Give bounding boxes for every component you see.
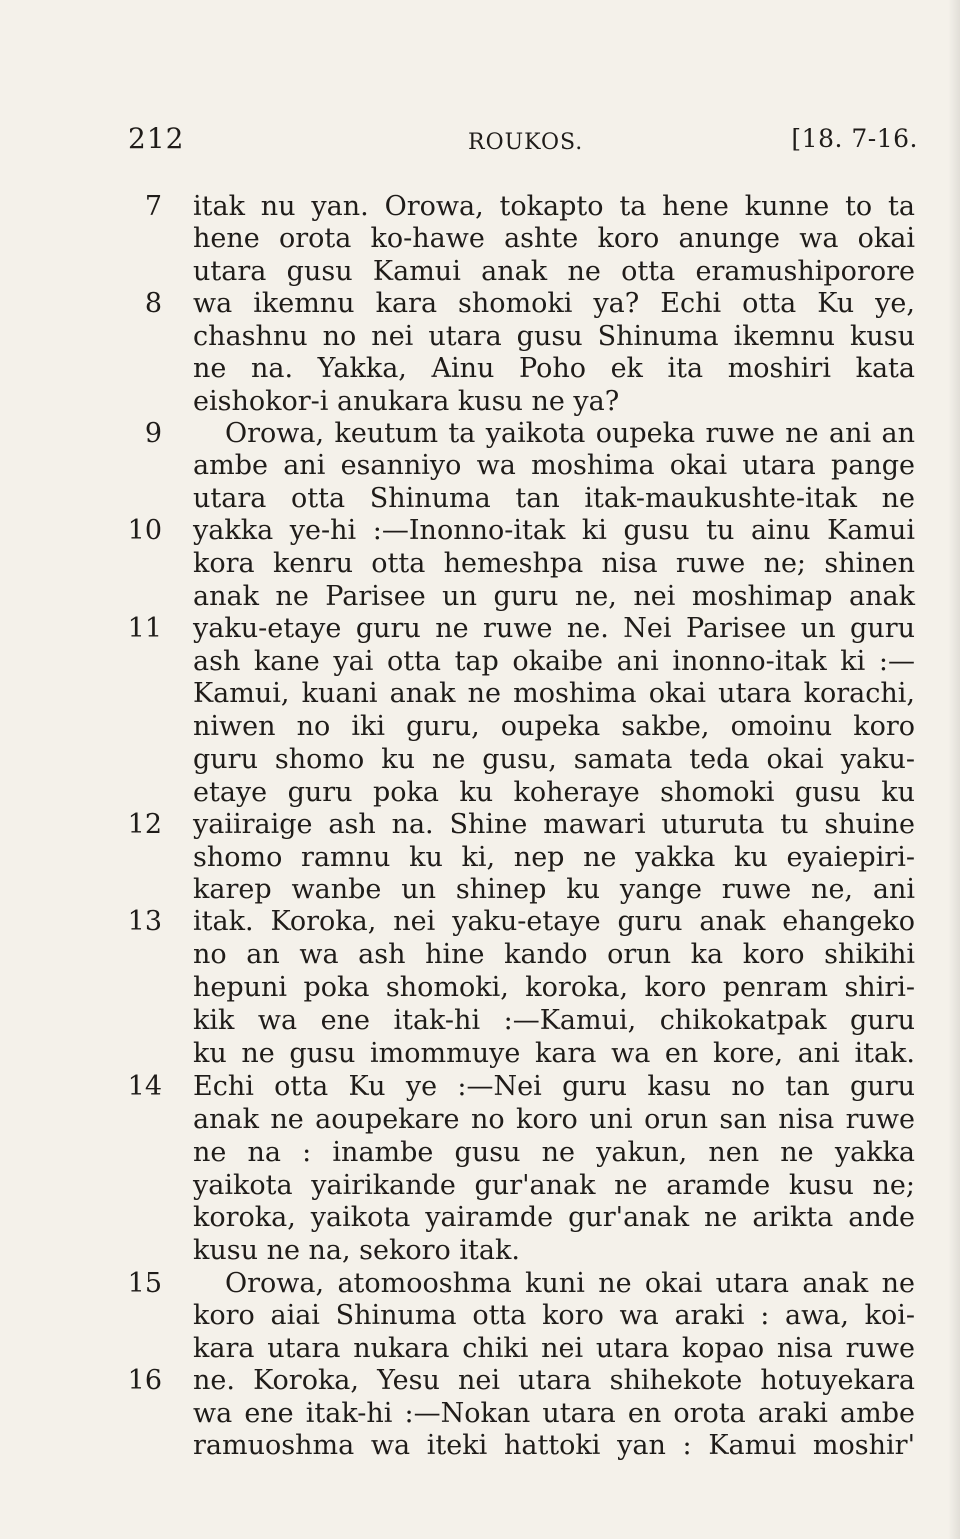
page-edge-shadow bbox=[948, 0, 960, 1539]
text-line: etaye guru poka ku koheraye shomoki gusu ku bbox=[193, 777, 915, 808]
text-line: guru shomo ku ne gusu, samata teda okai yaku- bbox=[193, 744, 915, 775]
text-line: Kamui, kuani anak ne moshima okai utara korachi, bbox=[193, 678, 915, 709]
verse-number-10: 10 bbox=[127, 515, 162, 546]
running-head bbox=[128, 122, 918, 162]
verse-number-11: 11 bbox=[127, 613, 162, 644]
verse-number-12: 12 bbox=[127, 809, 162, 840]
text-line: wa ikemnu kara shomoki ya? Echi otta Ku ye, bbox=[193, 288, 915, 319]
text-line: ne na. Yakka, Ainu Poho ek ita moshiri kata bbox=[193, 353, 915, 384]
text-line: shomo ramnu ku ki, nep ne yakka ku eyaiepiri- bbox=[193, 842, 915, 873]
text-line: Echi otta Ku ye :—Nei guru kasu no tan guru bbox=[193, 1071, 915, 1102]
text-line: Orowa, keutum ta yaikota oupeka ruwe ne ani an bbox=[225, 418, 915, 449]
text-line: hene orota ko-hawe ashte koro anunge wa okai bbox=[193, 223, 915, 254]
text-line: itak. Koroka, nei yaku-etaye guru anak ehangeko bbox=[193, 906, 915, 937]
text-line: koro aiai Shinuma otta koro wa araki : awa, koi- bbox=[193, 1300, 915, 1331]
text-line: niwen no iki guru, oupeka sakbe, omoinu koro bbox=[193, 711, 915, 742]
text-line: kora kenru otta hemeshpa nisa ruwe ne; shinen bbox=[193, 548, 915, 579]
text-line: chashnu no nei utara gusu Shinuma ikemnu kusu bbox=[193, 321, 915, 352]
text-line: anak ne Parisee un guru ne, nei moshimap anak bbox=[193, 581, 915, 612]
text-line: utara gusu Kamui anak ne otta eramushiporore bbox=[193, 256, 915, 287]
verse-number-16: 16 bbox=[127, 1365, 162, 1396]
text-line: Orowa, atomooshma kuni ne okai utara anak ne bbox=[225, 1268, 915, 1299]
page-number: 212 bbox=[128, 122, 185, 155]
text-line: utara otta Shinuma tan itak-maukushte-itak ne bbox=[193, 483, 915, 514]
text-line: ash kane yai otta tap okaibe ani inonno-itak ki :— bbox=[193, 646, 915, 677]
text-line: yaku-etaye guru ne ruwe ne. Nei Parisee un guru bbox=[193, 613, 915, 644]
text-line: eishokor-i anukara kusu ne ya? bbox=[193, 386, 620, 417]
verse-number-14: 14 bbox=[127, 1071, 162, 1102]
book-title: ROUKOS. bbox=[468, 130, 584, 155]
text-line: karep wanbe un shinep ku yange ruwe ne, ani bbox=[193, 874, 915, 905]
text-line: itak nu yan. Orowa, tokapto ta hene kunne to ta bbox=[193, 191, 915, 222]
verse-number-15: 15 bbox=[127, 1268, 162, 1299]
verse-number-9: 9 bbox=[144, 418, 162, 449]
text-line: ramuoshma wa iteki hattoki yan : Kamui moshir' bbox=[193, 1430, 915, 1461]
text-line: anak ne aoupekare no koro uni orun san nisa ruwe bbox=[193, 1104, 915, 1135]
text-line: kara utara nukara chiki nei utara kopao nisa ruwe bbox=[193, 1333, 915, 1364]
text-line: ambe ani esanniyo wa moshima okai utara pange bbox=[193, 450, 915, 481]
text-line: ne na : inambe gusu ne yakun, nen ne yakka bbox=[193, 1137, 915, 1168]
text-line: yaikota yairikande gur'anak ne aramde kusu ne; bbox=[193, 1170, 915, 1201]
chapter-reference: [18. 7-16. bbox=[791, 124, 918, 153]
text-line: kik wa ene itak-hi :—Kamui, chikokatpak guru bbox=[193, 1005, 915, 1036]
text-line: ne. Koroka, Yesu nei utara shihekote hotuyekara bbox=[193, 1365, 915, 1396]
text-line: hepuni poka shomoki, koroka, koro penram shiri- bbox=[193, 972, 915, 1003]
text-line: kusu ne na, sekoro itak. bbox=[193, 1235, 520, 1266]
text-line: koroka, yaikota yairamde gur'anak ne arikta ande bbox=[193, 1202, 915, 1233]
text-line: yakka ye-hi :—Inonno-itak ki gusu tu ainu Kamui bbox=[193, 515, 915, 546]
text-line: yaiiraige ash na. Shine mawari uturuta tu shuine bbox=[193, 809, 915, 840]
text-line: ku ne gusu imommuye kara wa en kore, ani itak. bbox=[193, 1038, 915, 1069]
verse-number-7: 7 bbox=[144, 191, 162, 222]
verse-number-8: 8 bbox=[144, 288, 162, 319]
text-line: no an wa ash hine kando orun ka koro shikihi bbox=[193, 939, 915, 970]
text-line: wa ene itak-hi :—Nokan utara en orota araki ambe bbox=[193, 1398, 915, 1429]
verse-number-13: 13 bbox=[127, 906, 162, 937]
